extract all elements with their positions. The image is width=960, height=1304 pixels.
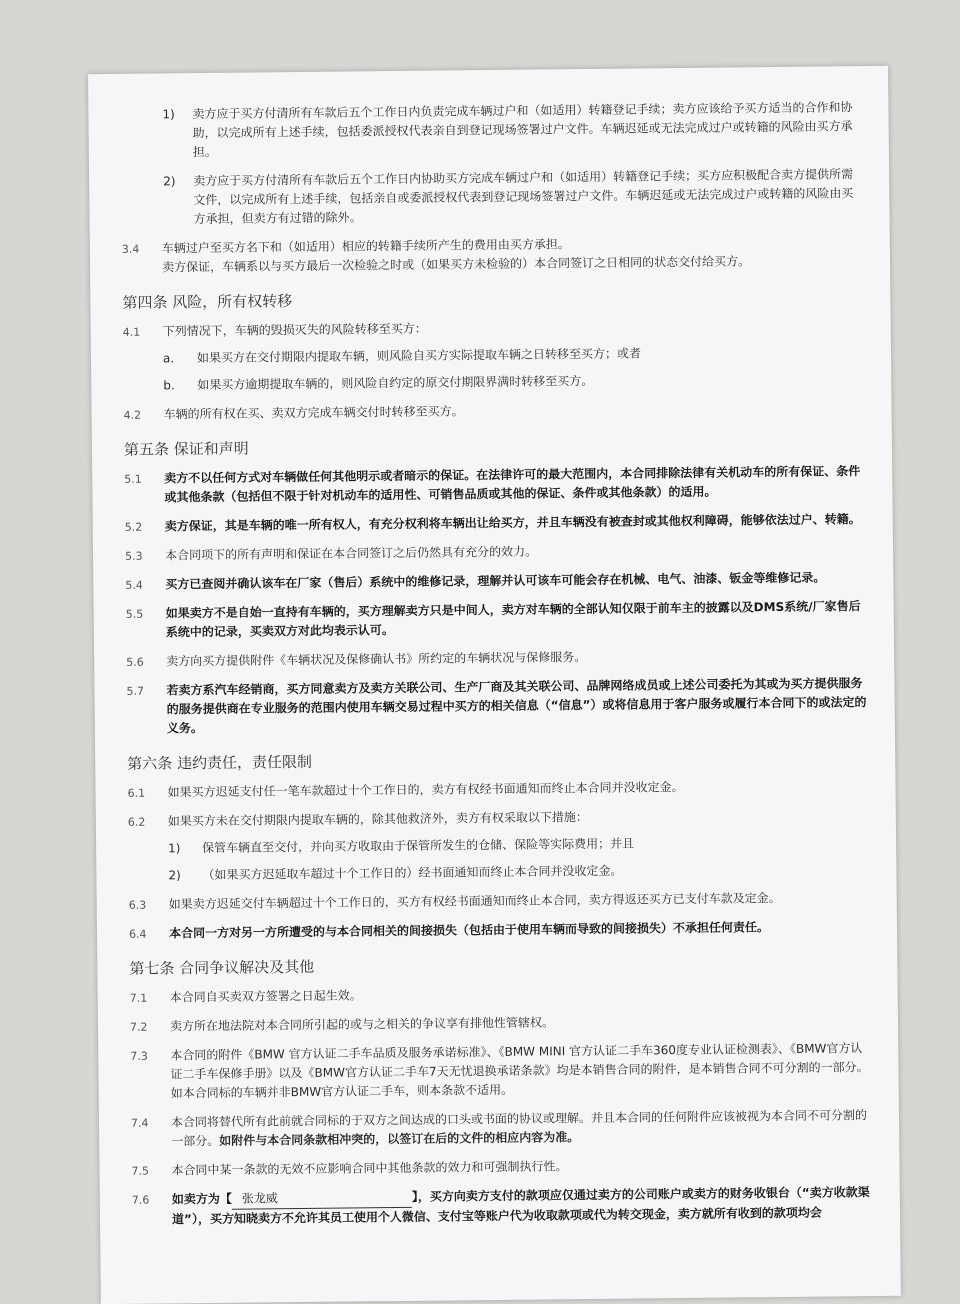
list-item bbox=[168, 859, 868, 885]
clause-5-3 bbox=[125, 539, 865, 566]
clause-text: 如果买方迟延支付任一笔车款超过十个工作日的，卖方有权经书面通知而终止本合同并没收定金。 bbox=[167, 779, 684, 800]
clause-number: 5.7 bbox=[126, 684, 145, 698]
clause-text: 卖方不以任何方式对车辆做任何其他明示或者暗示的保证。在法律许可的最大范围内，本合同排除法律有关机动车的所有保证、条件或其他条款（包括但不限于针对机动车的适用性、可销售品质或其他的保证、条件或其他条款）的适用。 bbox=[164, 464, 861, 505]
clause-number: 7.1 bbox=[129, 991, 148, 1005]
item-text: 如果买方逾期提取车辆的，则风险自约定的原交付期限界满时转移至买方。 bbox=[197, 373, 594, 393]
clause-text: 本合同的附件《BMW 官方认证二手车品质及服务承诺标准》、《BMW MINI 官方认证二手车360度专业认证检测表》、《BMW官方认证二手车保修手册》以及《BMW官方认证二手车7天无忧退换承诺条款》均是本销售合同的附件，是本销售合同不可分割的一部分。如本合同标的车辆并非BMW官方认证二手车，则本条款不适用。 bbox=[170, 1041, 869, 1101]
clause-number: 5.4 bbox=[125, 578, 143, 592]
clause-text: 车辆的所有权在买、卖双方完成车辆交付时转移至买方。 bbox=[163, 404, 464, 422]
clause-number: 6.4 bbox=[128, 927, 147, 941]
clause-number: 4.1 bbox=[122, 325, 141, 339]
clause-text: 如果买方未在交付期限内提取车辆的，除其他救济外，卖方有权采取以下措施： bbox=[167, 809, 588, 829]
clause-text bbox=[171, 1106, 871, 1151]
clause-number: 7.3 bbox=[130, 1049, 148, 1063]
section-title-5: 第五条 保证和声明 bbox=[123, 439, 249, 459]
clause-7-4 bbox=[131, 1106, 871, 1152]
item-number: 2) bbox=[168, 868, 181, 883]
clause-text: 买方已查阅并确认该车在厂家（售后）系统中的维修记录，理解并认可该车可能会存在机械、电气、油漆、钣金等维修记录。 bbox=[165, 570, 826, 592]
clause-number: 7.6 bbox=[131, 1193, 150, 1207]
clause-text: 本合同一方对另一方所遭受的与本合同相关的间接损失（包括由于使用车辆而导致的间接损失）不承担任何责任。 bbox=[168, 920, 770, 941]
item-text: （如果买方迟延取车超过十个工作日的）经书面通知而终止本合同并没收定金。 bbox=[202, 863, 623, 883]
clause-5-2 bbox=[125, 510, 865, 537]
clause-line: 车辆过户至买方名下和（如适用）相应的转籍手续所产生的费用由买方承担。 bbox=[161, 237, 570, 256]
item-number: b. bbox=[163, 378, 175, 393]
clause-number: 5.1 bbox=[124, 472, 142, 486]
clause-text: 若卖方系汽车经销商，买方同意卖方及卖方关联公司、生产厂商及其关联公司、品牌网络成员或上述公司委托为其或为买方提供服务的服务提供商在专业服务的范围内使用车辆交易过程中买方的相关信息（“信息”）或将信息用于客户服务或履行本合同下的或法定的义务。 bbox=[166, 676, 867, 736]
clause-number: 6.3 bbox=[128, 898, 147, 912]
clause-7-6 bbox=[132, 1183, 872, 1230]
clause-line: 卖方保证，车辆系以与买方最后一次检验之时或（如果买方未检验的）本合同签订之日相同的状态交付给买方。 bbox=[161, 254, 751, 275]
clause-number: 4.2 bbox=[123, 408, 142, 422]
item-text: 卖方应于买方付清所有车款后五个工作日内负责完成车辆过户和（如适用）转籍登记手续；卖方应该给予买方适当的合作和协助，以完成所有上述手续，包括委派授权代表亲自到登记现场签署过户文件。车辆迟延或无法完成过户或转籍的风险由买方承担。 bbox=[192, 100, 853, 160]
clause-6-1 bbox=[127, 776, 867, 803]
clause-5-6 bbox=[126, 645, 866, 672]
clause-number: 7.4 bbox=[130, 1116, 149, 1130]
clause-number: 6.2 bbox=[127, 815, 146, 829]
clause-text: 卖方保证，其是车辆的唯一所有权人，有充分权利将车辆出让给买方，并且车辆没有被查封或其他权利障碍，能够依法过户、转籍。 bbox=[164, 512, 861, 534]
list-item bbox=[163, 165, 862, 229]
clause-7-1 bbox=[130, 981, 870, 1008]
clause-number: 5.2 bbox=[124, 520, 143, 534]
list-item bbox=[168, 832, 868, 858]
item-number: 2) bbox=[163, 174, 176, 189]
section-title-6: 第六条 违约责任，责任限制 bbox=[127, 752, 313, 773]
clause-4-1 bbox=[123, 315, 863, 342]
clause-5-1 bbox=[124, 462, 864, 508]
clause-number: 5.5 bbox=[125, 607, 144, 621]
clause-7-2 bbox=[130, 1010, 870, 1037]
section-title-7: 第七条 合同争议解决及其他 bbox=[129, 957, 315, 978]
item-number: 1) bbox=[162, 107, 175, 122]
clause-suffix: 】，买方向卖方支付的款项应仅通过卖方的公司账户或卖方的财务收银台（“卖方收款渠道”），买方知晓卖方不允许其员工使用个人微信、支付宝等账户代为收取款项或代为转交现金，卖方就所有收到的款项均会 bbox=[171, 1185, 870, 1227]
document-page bbox=[88, 66, 901, 1304]
clause-text bbox=[172, 1183, 872, 1229]
clause-text: 本合同中某一条款的无效不应影响合同中其他条款的效力和可强制执行性。 bbox=[171, 1159, 568, 1178]
clause-number: 3.4 bbox=[121, 242, 140, 256]
item-text: 卖方应于买方付清所有车款后五个工作日内协助买方完成车辆过户和（如适用）转籍登记手续；买方应积极配合卖方提供所需文件，以完成所有上述手续，包括亲自或委派授权代表到登记现场签署过户文件。车辆迟延或无法完成过户或转籍的风险由买方承担，但卖方有过错的除外。 bbox=[193, 167, 854, 227]
clause-7-5 bbox=[131, 1154, 871, 1181]
clause-text: 卖方向买方提供附件《车辆状况及保修确认书》所约定的车辆状况与保修服务。 bbox=[166, 650, 587, 669]
clause-text: 本合同项下的所有声明和保证在本合同签订之后仍然具有充分的效力。 bbox=[164, 544, 538, 563]
clause-number: 5.6 bbox=[126, 655, 144, 669]
item-text: 保管车辆直至交付，并向买方收取由于保管所发生的仓储、保险等实际费用；并且 bbox=[202, 836, 635, 856]
item-text: 如果买方在交付期限内提取车辆，则风险自买方实际提取车辆之日转移至买方；或者 bbox=[196, 346, 642, 366]
item-number: 1) bbox=[168, 841, 181, 856]
clause-text: 如果卖方不是自始一直持有车辆的，买方理解卖方只是中间人，卖方对车辆的全部认知仅限于前车主的披露以及DMS系统/厂家售后系统中的记录，买卖双方对此均表示认可。 bbox=[165, 599, 861, 640]
list-item bbox=[163, 369, 863, 395]
clause-text: 本合同自买卖双方签署之日起生效。 bbox=[169, 988, 362, 1005]
clause-5-7 bbox=[126, 674, 867, 739]
list-item bbox=[163, 342, 863, 368]
clause-text bbox=[162, 232, 862, 277]
list-item bbox=[162, 98, 861, 162]
clause-text: 下列情况下，车辆的毁损灭失的风险转移至买方： bbox=[162, 321, 427, 339]
section-title-4: 第四条 风险，所有权转移 bbox=[122, 292, 293, 312]
clause-number: 7.5 bbox=[131, 1164, 150, 1178]
clause-3-4 bbox=[122, 232, 862, 278]
contract-body bbox=[120, 98, 872, 1236]
clause-7-3 bbox=[130, 1039, 871, 1104]
clause-6-4 bbox=[129, 917, 869, 944]
clause-number: 5.3 bbox=[125, 549, 143, 563]
seller-name-field[interactable]: 张龙威 bbox=[232, 1188, 412, 1210]
clause-5-5 bbox=[126, 597, 866, 643]
clause-text: 如果卖方迟延交付车辆超过十个工作日的，买方有权经书面通知而终止本合同，卖方得返还买方已支付车款及定金。 bbox=[168, 890, 781, 912]
clause-prefix: 如卖方为【 bbox=[171, 1191, 232, 1207]
clause-text: 卖方所在地法院对本合同所引起的或与之相关的争议享有排他性管辖权。 bbox=[169, 1015, 555, 1034]
clause-text-part: 本合同将替代所有此前就合同标的于双方之间达成的口头或书面的协议或理解。并且本合同的任何附件应该被视为本合同不可分割的一部分。 bbox=[170, 1108, 868, 1149]
clause-4-2 bbox=[123, 398, 863, 425]
clause-6-3 bbox=[129, 888, 869, 915]
clause-number: 7.2 bbox=[129, 1020, 148, 1034]
clause-number: 6.1 bbox=[127, 786, 146, 800]
clause-5-4 bbox=[125, 568, 865, 595]
item-number: a. bbox=[162, 351, 175, 366]
clause-6-2 bbox=[128, 805, 868, 832]
clause-text-bold-part: 如附件与本合同条款相冲突的，以签订在后的文件的相应内容为准。 bbox=[219, 1130, 580, 1148]
